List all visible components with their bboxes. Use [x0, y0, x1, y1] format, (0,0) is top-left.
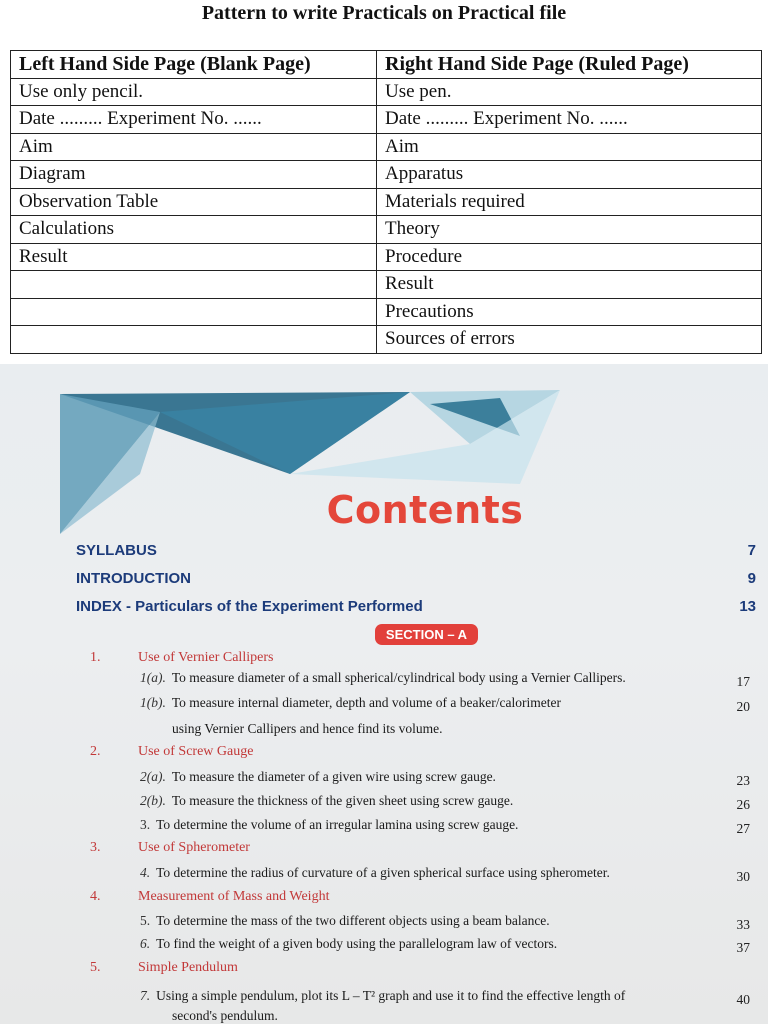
experiment-item	[140, 936, 750, 955]
experiment-item	[140, 695, 750, 714]
table-cell: Diagram	[11, 161, 377, 189]
table-row	[11, 271, 762, 299]
topic-heading	[90, 650, 750, 666]
experiment-continuation: using Vernier Callipers and hence find its volume.	[172, 721, 443, 736]
front-matter-page: 13	[739, 598, 756, 615]
front-matter-item	[76, 570, 756, 587]
experiment-page: 26	[736, 797, 750, 812]
front-matter-item	[76, 598, 756, 615]
experiment-text: To find the weight of a given body using the parallelogram law of vectors.	[156, 936, 558, 951]
experiment-number: 1(b).	[140, 695, 166, 710]
topic-title: Simple Pendulum	[138, 960, 238, 975]
experiment-page: 33	[736, 917, 750, 932]
table-cell: Precautions	[377, 298, 762, 326]
table-cell: Theory	[377, 216, 762, 244]
table-cell: Use pen.	[377, 78, 762, 106]
topic-number: 4.	[90, 889, 101, 904]
experiment-page: 17	[736, 674, 750, 689]
table-cell: Calculations	[11, 216, 377, 244]
section-badge: SECTION – A	[375, 624, 478, 645]
front-matter-item	[76, 542, 756, 559]
practical-pattern-panel	[0, 0, 768, 358]
experiment-text: To determine the mass of the two different objects using a beam balance.	[156, 913, 550, 928]
topic-title: Measurement of Mass and Weight	[138, 889, 330, 904]
experiment-number: 3.	[140, 817, 151, 832]
topic-number: 3.	[90, 840, 101, 855]
contents-page-photo	[0, 364, 768, 1024]
table-cell: Aim	[11, 133, 377, 161]
table-row	[11, 106, 762, 134]
experiment-number: 4.	[140, 865, 151, 880]
column-header-right: Right Hand Side Page (Ruled Page)	[377, 51, 762, 79]
pattern-table	[10, 50, 762, 354]
experiment-item	[140, 769, 750, 788]
experiment-number: 2(b).	[140, 793, 166, 808]
experiment-number: 7.	[140, 988, 151, 1003]
experiment-number: 5.	[140, 913, 151, 928]
experiment-continuation: second's pendulum.	[172, 1008, 278, 1023]
front-matter-page: 7	[747, 542, 756, 559]
experiment-page: 40	[736, 992, 750, 1007]
table-cell	[11, 298, 377, 326]
topic-number: 1.	[90, 650, 101, 665]
table-row	[11, 78, 762, 106]
experiment-text: To determine the volume of an irregular lamina using screw gauge.	[156, 817, 519, 832]
experiment-text: To measure diameter of a small spherical/cylindrical body using a Vernier Callipers.	[171, 670, 626, 685]
experiment-number: 6.	[140, 936, 151, 951]
contents-heading: Contents	[326, 488, 524, 532]
experiment-number: 2(a).	[140, 769, 166, 784]
topic-title: Use of Spherometer	[138, 840, 250, 855]
table-row	[11, 161, 762, 189]
experiment-text: To determine the radius of curvature of a given spherical surface using spherometer.	[156, 865, 610, 880]
experiment-item	[140, 793, 750, 812]
topic-title: Use of Vernier Callipers	[138, 650, 274, 665]
experiment-page: 37	[736, 940, 750, 955]
table-cell: Apparatus	[377, 161, 762, 189]
pattern-title: Pattern to write Practicals on Practical file	[201, 2, 567, 24]
table-row	[11, 243, 762, 271]
front-matter-label: SYLLABUS	[76, 542, 157, 559]
experiment-page: 23	[736, 773, 750, 788]
experiment-text: To measure the thickness of the given sheet using screw gauge.	[171, 793, 514, 808]
experiment-number: 1(a).	[140, 670, 166, 685]
topic-number: 5.	[90, 960, 101, 975]
table-cell: Date ......... Experiment No. ......	[11, 106, 377, 134]
front-matter-label: INDEX - Particulars of the Experiment Performed	[76, 598, 423, 615]
table-cell	[11, 271, 377, 299]
table-row	[11, 133, 762, 161]
table-cell: Result	[11, 243, 377, 271]
topic-heading	[90, 744, 750, 760]
experiment-page: 20	[736, 699, 750, 714]
table-cell: Sources of errors	[377, 326, 762, 354]
experiment-text: Using a simple pendulum, plot its L – T² graph and use it to find the effective length of	[156, 988, 626, 1003]
table-row	[11, 188, 762, 216]
front-matter-label: INTRODUCTION	[76, 570, 191, 587]
table-cell: Result	[377, 271, 762, 299]
table-cell: Procedure	[377, 243, 762, 271]
topic-number: 2.	[90, 744, 101, 759]
table-cell: Date ......... Experiment No. ......	[377, 106, 762, 134]
table-cell	[11, 326, 377, 354]
experiment-page: 27	[736, 821, 750, 836]
experiment-text: To measure the diameter of a given wire using screw gauge.	[171, 769, 496, 784]
experiment-item	[140, 817, 750, 836]
table-cell: Use only pencil.	[11, 78, 377, 106]
topic-heading	[90, 889, 750, 905]
column-header-left: Left Hand Side Page (Blank Page)	[11, 51, 377, 79]
table-row	[11, 326, 762, 354]
front-matter-page: 9	[747, 570, 756, 587]
topic-heading	[90, 840, 750, 856]
experiment-item	[140, 913, 750, 932]
table-row	[11, 216, 762, 244]
table-header-row	[11, 51, 762, 79]
table-cell: Observation Table	[11, 188, 377, 216]
experiment-item	[140, 670, 750, 689]
experiment-page: 30	[736, 869, 750, 884]
table-cell: Materials required	[377, 188, 762, 216]
experiment-item	[140, 865, 750, 884]
topic-heading	[90, 960, 750, 976]
table-row	[11, 298, 762, 326]
decorative-banner-shapes	[0, 364, 768, 564]
table-cell: Aim	[377, 133, 762, 161]
experiment-item	[140, 988, 750, 1007]
topic-title: Use of Screw Gauge	[138, 744, 254, 759]
experiment-text: To measure internal diameter, depth and volume of a beaker/calorimeter	[171, 695, 561, 710]
